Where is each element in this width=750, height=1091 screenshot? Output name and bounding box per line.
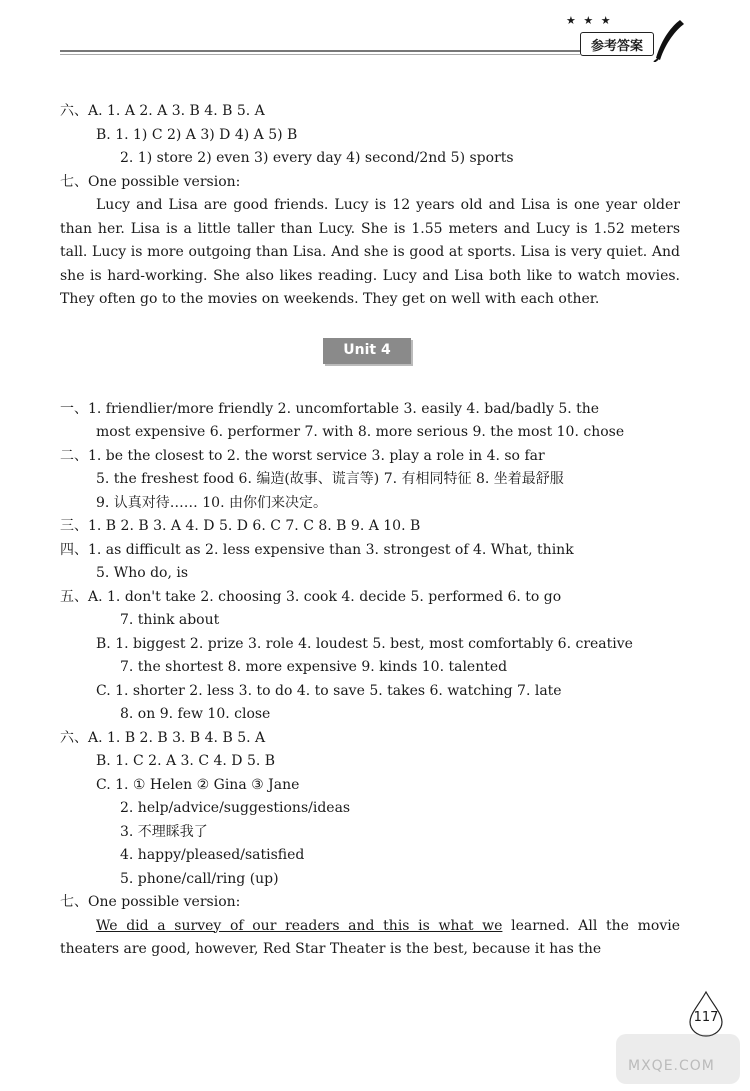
- answer-line: 六、A. 1. B 2. B 3. B 4. B 5. A: [60, 729, 266, 746]
- answer-line: 七、One possible version:: [60, 894, 241, 910]
- answer-line: 5. phone/call/ring (up): [120, 870, 279, 887]
- header-rule-thin: [60, 54, 580, 55]
- answer-line: 7. think about: [120, 612, 220, 628]
- answer-line: 3. 不理睬我了: [120, 823, 208, 840]
- section-previous-unit: [60, 100, 680, 194]
- answer-line: C. 1. shorter 2. less 3. to do 4. to save 5. takes 6. watching 7. late: [96, 682, 562, 699]
- answer-line: 2. 1) store 2) even 3) every day 4) second/2nd 5) sports: [120, 150, 514, 166]
- section-unit-4: [60, 398, 680, 915]
- answer-line: 9. 认真对待…… 10. 由你们来决定。: [96, 494, 327, 511]
- pen-icon: [652, 18, 686, 62]
- watermark-text: MXQE.COM: [628, 1058, 715, 1074]
- header-rule: [60, 50, 580, 52]
- page-number: 117: [693, 1010, 719, 1025]
- essay-paragraph-2: [60, 915, 680, 962]
- answer-line: B. 1. 1) C 2) A 3) D 4) A 5) B: [96, 126, 298, 143]
- essay-text: learned. All the movie theaters are good, however, Red Star Theater is the best, because it has the: [60, 917, 680, 957]
- answer-line: 七、One possible version:: [60, 173, 241, 190]
- answer-content: [60, 100, 680, 962]
- essay-paragraph-1: [60, 194, 680, 312]
- answer-line: 六、A. 1. A 2. A 3. B 4. B 5. A: [60, 103, 265, 119]
- answer-line: 一、1. friendlier/more friendly 2. uncomfortable 3. easily 4. bad/badly 5. the: [60, 400, 600, 417]
- answer-line: 四、1. as difficult as 2. less expensive than 3. strongest of 4. What, think: [60, 541, 574, 558]
- answer-line: 7. the shortest 8. more expensive 9. kinds 10. talented: [120, 659, 508, 675]
- answer-line: B. 1. biggest 2. prize 3. role 4. loudest 5. best, most comfortably 6. creative: [96, 635, 633, 652]
- answer-line: most expensive 6. performer 7. with 8. more serious 9. the most 10. chose: [96, 424, 625, 440]
- essay-underlined-text: We did a survey of our readers and this is what we: [96, 917, 503, 934]
- answer-key-badge: 参考答案: [580, 32, 654, 56]
- answer-line: 五、A. 1. don't take 2. choosing 3. cook 4. decide 5. performed 6. to go: [60, 588, 562, 605]
- stars-icon: ★ ★ ★: [566, 14, 613, 27]
- unit-heading-area: [60, 312, 680, 398]
- essay-text: Lucy and Lisa are good friends. Lucy is 12 years old and Lisa is one year older than her. Lisa is a little taller than Lucy. She is 1.55 meters and Lucy is 1.52 meters tall. Lucy is more outgoing than Lisa. And she is good at sports. Lisa is very quiet. And she is hard-working. She also likes reading. Lucy and Lisa both like to watch movies. They often go to the movies on weekends. They get on well with each other.: [60, 197, 680, 307]
- answer-line: 8. on 9. few 10. close: [120, 706, 271, 722]
- answer-line: 2. help/advice/suggestions/ideas: [120, 800, 351, 816]
- answer-line: 三、1. B 2. B 3. A 4. D 5. D 6. C 7. C 8. B 9. A 10. B: [60, 518, 421, 534]
- answer-line: 4. happy/pleased/satisfied: [120, 847, 305, 863]
- answer-line: B. 1. C 2. A 3. C 4. D 5. B: [96, 753, 276, 769]
- answer-line: 5. Who do, is: [96, 565, 189, 581]
- answer-line: 5. the freshest food 6. 编造(故事、谎言等) 7. 有相同特征 8. 坐着最舒服: [96, 471, 564, 487]
- answer-line: C. 1. ① Helen ② Gina ③ Jane: [96, 776, 300, 793]
- answer-line: 二、1. be the closest to 2. the worst service 3. play a role in 4. so far: [60, 447, 545, 464]
- unit-title: Unit 4: [323, 338, 411, 364]
